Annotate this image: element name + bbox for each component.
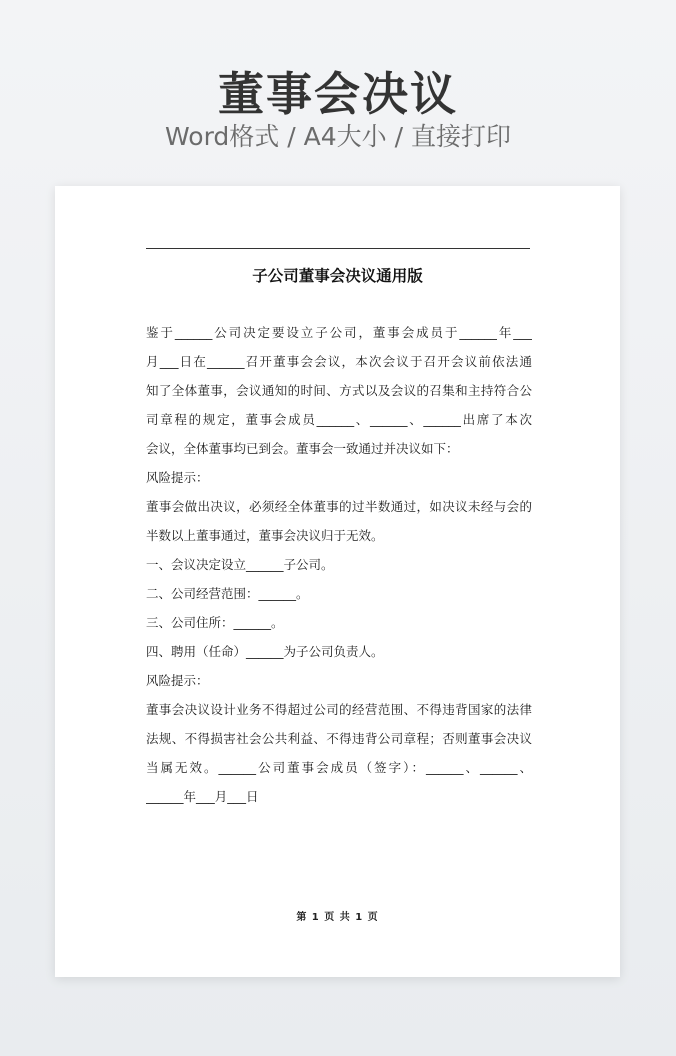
- body-line: 一、会议决定设立______子公司。: [146, 557, 334, 572]
- body-line: 司章程的规定，董事会成员______、______、______出席了本次: [146, 412, 532, 427]
- body-line: 三、公司住所：______。: [146, 615, 284, 630]
- document-title: 子公司董事会决议通用版: [252, 267, 423, 285]
- page-number-footer: 第 1 页 共 1 页: [296, 912, 379, 923]
- body-line: 半数以上董事通过，董事会决议归于无效。: [146, 528, 384, 543]
- body-line: 风险提示：: [146, 470, 209, 485]
- body-line: 四、聘用（任命）______为子公司负责人。: [146, 644, 384, 659]
- body-line: 二、公司经营范围：______。: [146, 586, 309, 601]
- body-line: 董事会决议设计业务不得超过公司的经营范围、不得违背国家的法律: [146, 702, 532, 717]
- banner-title: 董事会决议: [218, 67, 458, 121]
- body-line: 知了全体董事，会议通知的时间、方式以及会议的召集和主持符合公: [146, 383, 532, 398]
- body-line: 月___日在______召开董事会会议，本次会议于召开会议前依法通: [146, 354, 532, 369]
- body-line: 风险提示：: [146, 673, 209, 688]
- body-line: 鉴于______公司决定要设立子公司，董事会成员于______年___: [146, 325, 532, 340]
- body-line: 董事会做出决议，必须经全体董事的过半数通过，如决议未经与会的: [146, 499, 532, 514]
- header-rule: [146, 248, 530, 249]
- document-body: [146, 318, 532, 811]
- body-line: ______年___月___日: [146, 789, 259, 804]
- body-line: 当属无效。______公司董事会成员（签字）：______、______、: [146, 760, 532, 775]
- body-line: 法规、不得损害社会公共利益、不得违背公司章程；否则董事会决议: [146, 731, 532, 746]
- document-page: [55, 186, 620, 977]
- banner-subtitle: Word格式 / A4大小 / 直接打印: [165, 122, 511, 151]
- body-line: 会议，全体董事均已到会。董事会一致通过并决议如下：: [146, 441, 459, 456]
